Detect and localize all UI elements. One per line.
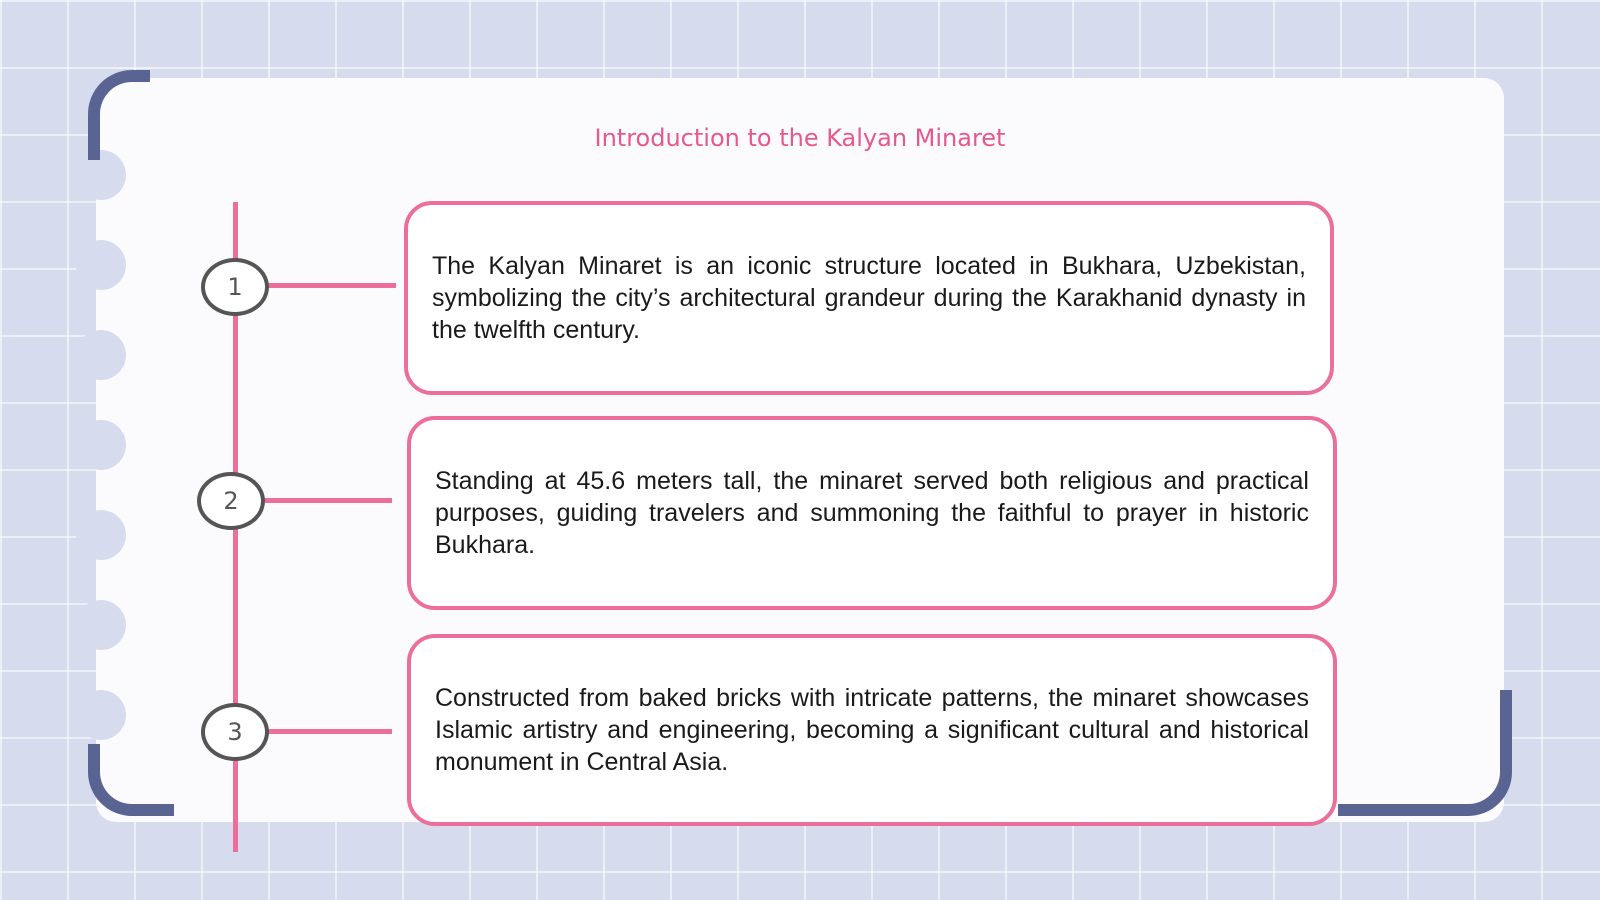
info-text: Constructed from baked bricks with intricate patterns, the minaret showcases Islamic artistry and engineering, becoming a significant cultural and historical monument in Central Asia. <box>435 684 1309 776</box>
info-box <box>407 416 1337 610</box>
step-number: 2 <box>223 487 239 515</box>
scallop-decoration <box>76 510 126 560</box>
scallop-decoration <box>76 330 126 380</box>
info-text: Standing at 45.6 meters tall, the minaret served both religious and practical purposes, guiding travelers and summoning the faithful to prayer in historic Bukhara. <box>435 467 1309 559</box>
info-box <box>407 634 1337 826</box>
step-number: 3 <box>227 718 243 746</box>
connector-line <box>262 283 396 288</box>
step-number-circle <box>201 703 269 761</box>
scallop-decoration <box>76 420 126 470</box>
slide-title: Introduction to the Kalyan Minaret <box>594 124 1006 152</box>
info-text: The Kalyan Minaret is an iconic structure located in Bukhara, Uzbekistan, symbolizing the city’s architectural grandeur during the Karakhanid dynasty in the twelfth century. <box>432 252 1306 344</box>
scallop-decoration <box>76 690 126 740</box>
step-number-circle <box>197 472 265 530</box>
step-number-circle <box>201 258 269 316</box>
step-number: 1 <box>227 273 243 301</box>
corner-bracket-bottom-right <box>1338 690 1512 816</box>
info-box <box>404 201 1334 395</box>
scallop-decoration <box>76 240 126 290</box>
connector-line <box>262 729 392 734</box>
scallop-decoration <box>76 600 126 650</box>
connector-line <box>262 498 392 503</box>
